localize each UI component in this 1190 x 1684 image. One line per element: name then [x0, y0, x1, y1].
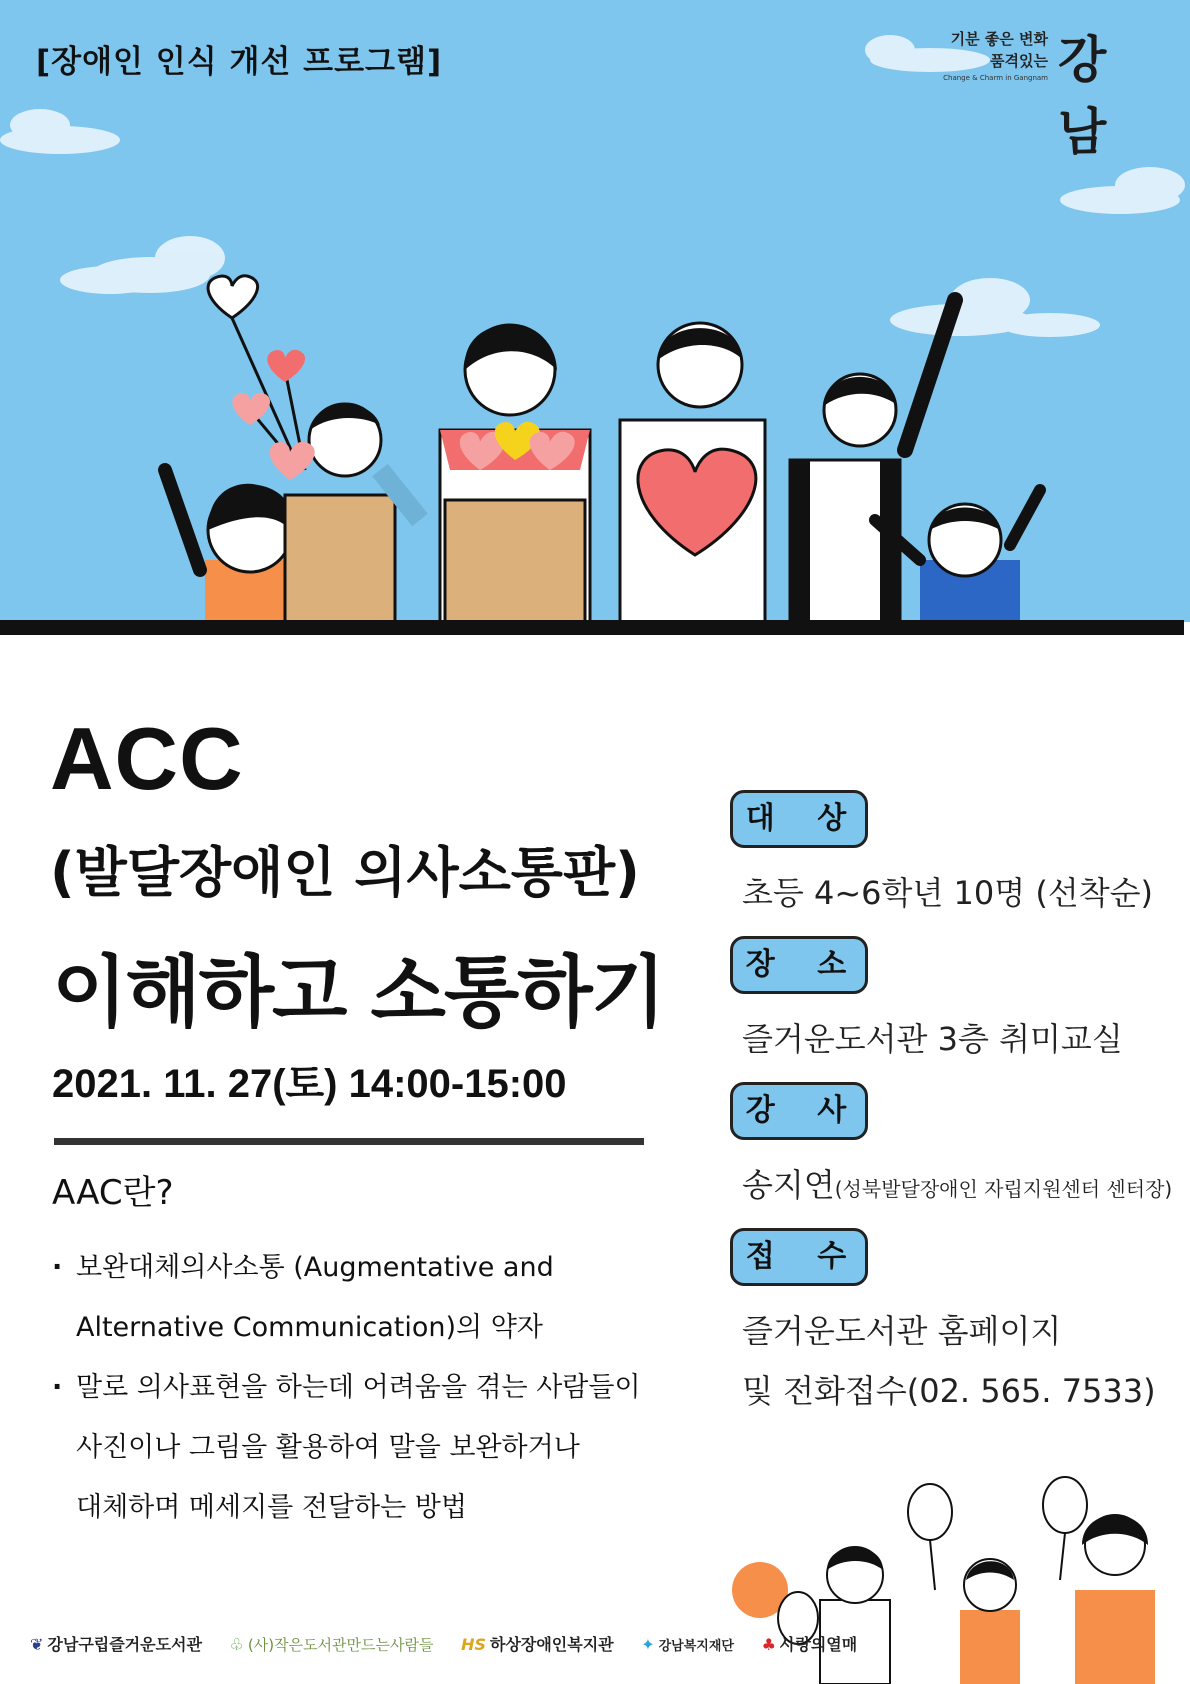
brand-name: 강남 — [1058, 31, 1104, 161]
brand-slogan-line1: 기분 좋은 변화 — [950, 30, 1048, 48]
sponsor-2: ♧ (사)작은도서관만드는사람들 — [229, 1635, 434, 1654]
sponsor-1: ❦ 강남구립즐거운도서관 — [30, 1635, 202, 1654]
brand-slogan-en: Change & Charm in Gangnam — [943, 74, 1048, 82]
sponsor-footer — [30, 1632, 879, 1655]
lecturer-value — [742, 1160, 1173, 1206]
place-label: 장 소 — [730, 936, 868, 994]
title-acc: ACC — [50, 709, 244, 808]
heart-icon — [267, 350, 305, 382]
hs-logo-icon: HS — [461, 1635, 486, 1654]
love-fruit-logo-icon: ♣ — [761, 1635, 776, 1654]
section-rule — [54, 1138, 644, 1145]
apply-line-1: 즐거운도서관 홈페이지 — [742, 1312, 1062, 1350]
info-apply — [730, 1228, 1170, 1412]
lecturer-affiliation: (성북발달장애인 자립지원센터 센터장) — [834, 1177, 1173, 1201]
info-target — [730, 790, 1170, 914]
aac-bullet-1-line-2: Alternative Communication)의 약자 — [76, 1312, 543, 1343]
title-main: 이해하고 소통하기 — [52, 948, 664, 1038]
apply-label: 접 수 — [730, 1228, 868, 1286]
aac-question: AAC란? — [52, 1173, 174, 1213]
event-date: 2021. 11. 27(토) 14:00-15:00 — [52, 1062, 567, 1106]
aac-bullet-2-line-2: 사진이나 그림을 활용하여 말을 보완하거나 — [76, 1432, 580, 1463]
library-logo-icon: ❦ — [30, 1635, 44, 1654]
welfare-foundation-logo-icon: ✦ — [641, 1635, 655, 1654]
lecturer-name: 송지연 — [742, 1166, 835, 1204]
title-subtitle: (발달장애인 의사소통판) — [50, 841, 640, 904]
sponsor-3: HS 하상장애인복지관 — [461, 1635, 614, 1654]
hero-divider — [0, 620, 1184, 635]
aac-bullet-2-line-1: 말로 의사표현을 하는데 어려움을 겪는 사람들이 — [76, 1372, 641, 1403]
info-place — [730, 936, 1170, 1060]
hero-illustration — [0, 0, 1190, 622]
aac-bullet-2-line-3: 대체하며 메세지를 전달하는 방법 — [76, 1492, 467, 1523]
info-lecturer — [730, 1082, 1173, 1206]
lecturer-label: 강 사 — [730, 1082, 868, 1140]
people-illustration — [0, 0, 1190, 622]
place-value: 즐거운도서관 3층 취미교실 — [742, 1020, 1123, 1058]
aac-bullet-1-line-1: 보완대체의사소통 (Augmentative and — [76, 1252, 554, 1283]
aac-bullet-2 — [52, 1358, 692, 1538]
aac-description — [52, 1238, 692, 1538]
target-label: 대 상 — [730, 790, 868, 848]
program-tag: [장애인 인식 개선 프로그램] — [36, 44, 443, 80]
sponsor-5: ♣ 사랑의열매 — [761, 1635, 858, 1654]
aac-bullet-1 — [52, 1238, 692, 1358]
apply-line-2: 및 전화접수(02. 565. 7533) — [742, 1372, 1156, 1410]
small-library-logo-icon: ♧ — [229, 1635, 244, 1654]
brand-slogan-line2: 품격있는 — [990, 52, 1048, 70]
gangnam-brand-logo — [938, 20, 1148, 161]
sponsor-4: ✦ 강남복지재단 — [641, 1635, 734, 1654]
target-value: 초등 4~6학년 10명 (선착순) — [742, 874, 1154, 912]
